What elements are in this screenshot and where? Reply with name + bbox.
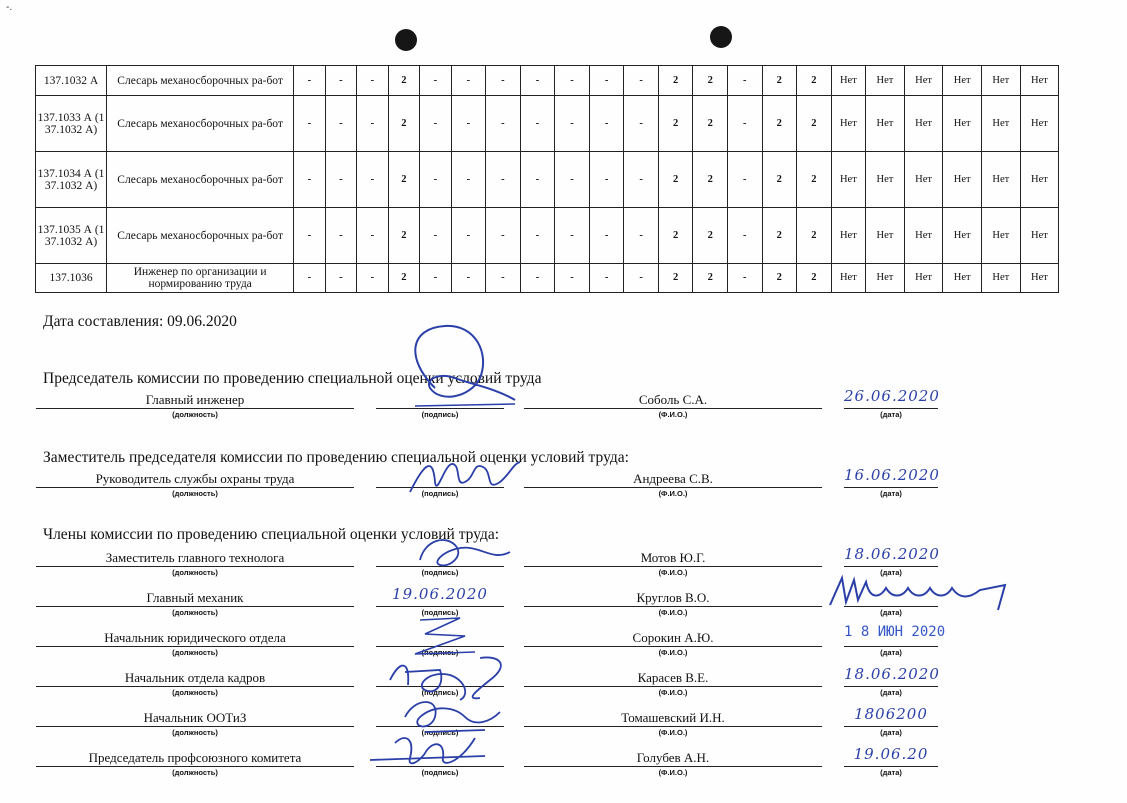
- field-caption: (дата): [880, 489, 902, 498]
- table-cell: -: [294, 96, 326, 152]
- table-cell: -: [294, 208, 326, 264]
- fio-text: Голубев А.Н.: [636, 750, 710, 765]
- field-caption: (подпись): [421, 648, 459, 657]
- field-caption: (дата): [880, 568, 902, 577]
- date-field: [844, 545, 940, 578]
- underline: [844, 646, 938, 647]
- table-cell: 2: [693, 264, 728, 293]
- fio-field: [524, 550, 822, 578]
- date-field: [844, 745, 938, 778]
- table-row: [36, 264, 1098, 293]
- fio-field: [524, 630, 822, 658]
- table-cell: 2: [797, 208, 832, 264]
- position-text: Председатель профсоюзного комитета: [88, 750, 302, 765]
- underline: [376, 766, 504, 767]
- table-cell: 2: [388, 66, 420, 96]
- table-cell: 2: [693, 152, 728, 208]
- field-caption: (подпись): [421, 728, 459, 737]
- field-caption: (должность): [172, 768, 218, 777]
- table-cell: -: [357, 264, 389, 293]
- underline: [376, 646, 504, 647]
- fio-text: Андреева С.В.: [633, 471, 713, 486]
- table-cell: 2: [762, 264, 797, 293]
- handwritten-date: 19.06.20: [853, 745, 929, 763]
- table-cell: -: [555, 96, 590, 152]
- underline: [844, 487, 938, 488]
- table-cell: -: [486, 264, 521, 293]
- row-job-title: Слесарь механосборочных ра-бот: [107, 96, 294, 152]
- field-caption: (должность): [172, 489, 218, 498]
- punch-hole-right: [710, 26, 732, 48]
- row-code: 137.1033 А (137.1032 А): [36, 96, 107, 152]
- row-job-title: Слесарь механосборочных ра-бот: [107, 152, 294, 208]
- table-cell: Нет: [831, 66, 866, 96]
- table-cell: Нет: [831, 96, 866, 152]
- position-text: Руководитель службы охраны труда: [95, 471, 295, 486]
- table-cell: -: [420, 66, 452, 96]
- underline: [844, 766, 938, 767]
- table-cell: -: [589, 208, 624, 264]
- field-caption: (Ф.И.О.): [658, 489, 688, 498]
- deputy-section-title: Заместитель председателя комиссии по проведению специальной оценки условий труда:: [43, 449, 629, 466]
- table-cell: Нет: [943, 152, 982, 208]
- field-caption: (должность): [172, 728, 218, 737]
- date-compiled: Дата составления: 09.06.2020: [43, 313, 237, 330]
- table-cell: -: [589, 96, 624, 152]
- fio-text: Мотов Ю.Г.: [640, 550, 706, 565]
- table-cell: 2: [762, 208, 797, 264]
- table-cell: -: [727, 208, 762, 264]
- underline: [376, 606, 504, 607]
- row-code: 137.1032 А: [36, 66, 107, 96]
- table-cell: -: [451, 96, 486, 152]
- table-cell: -: [555, 264, 590, 293]
- handwritten-date: 26.06.2020: [844, 387, 940, 405]
- table-cell: -: [420, 152, 452, 208]
- field-caption: (дата): [880, 648, 902, 657]
- row-job-title: Инженер по организации и нормированию труда: [107, 264, 294, 293]
- field-caption: (Ф.И.О.): [658, 768, 688, 777]
- underline: [36, 766, 354, 767]
- table-cell: 2: [388, 96, 420, 152]
- table-cell: -: [420, 208, 452, 264]
- position-text: Главный инженер: [145, 392, 245, 407]
- chair-section-title: Председатель комиссии по проведению специальной оценки условий труда: [43, 370, 542, 387]
- table-cell: 2: [797, 66, 832, 96]
- table-cell: -: [727, 264, 762, 293]
- field-caption: (Ф.И.О.): [658, 728, 688, 737]
- position-text: Начальник отдела кадров: [124, 670, 266, 685]
- signature-field: [376, 750, 504, 778]
- date-stamp: 1 8 ИЮН 2020: [844, 624, 946, 640]
- underline: [524, 487, 822, 488]
- table-cell: Нет: [982, 96, 1021, 152]
- table-cell: Нет: [943, 96, 982, 152]
- field-caption: (должность): [172, 410, 218, 419]
- handwritten-date: 19.06.2020: [392, 585, 488, 603]
- table-cell: 2: [658, 66, 693, 96]
- table-cell: 2: [693, 96, 728, 152]
- table-cell: 2: [762, 66, 797, 96]
- handwritten-date: 18.06.2020: [844, 665, 940, 683]
- underline: [844, 726, 938, 727]
- underline: [524, 766, 822, 767]
- field-caption: (дата): [880, 688, 902, 697]
- underline: [844, 606, 938, 607]
- table-cell: -: [520, 152, 555, 208]
- table-cell: -: [451, 264, 486, 293]
- table-cell: Нет: [831, 264, 866, 293]
- table-cell: 2: [658, 264, 693, 293]
- table-cell: -: [555, 152, 590, 208]
- table-cell: 2: [762, 96, 797, 152]
- field-caption: (Ф.И.О.): [658, 648, 688, 657]
- table-cell: -: [325, 66, 357, 96]
- table-cell: Нет: [866, 66, 905, 96]
- field-caption: (должность): [172, 608, 218, 617]
- fio-field: [524, 750, 822, 778]
- field-caption: (подпись): [421, 608, 459, 617]
- table-cell: -: [451, 66, 486, 96]
- underline: [524, 686, 822, 687]
- table-cell: 2: [658, 208, 693, 264]
- fio-text: Карасев В.Е.: [637, 670, 709, 685]
- corner-mark: -.: [6, 2, 13, 13]
- table-cell: -: [624, 208, 659, 264]
- underline: [376, 487, 504, 488]
- position-field: [36, 710, 354, 738]
- table-cell: -: [589, 264, 624, 293]
- table-cell: 2: [388, 152, 420, 208]
- assessment-table: [35, 65, 1098, 293]
- table-cell: Нет: [831, 208, 866, 264]
- row-code: 137.1035 А (137.1032 А): [36, 208, 107, 264]
- table-cell: -: [727, 66, 762, 96]
- handwritten-date: 18.06.2020: [844, 545, 940, 563]
- position-text: Главный механик: [146, 590, 244, 605]
- fio-field: [524, 590, 822, 618]
- table-cell: 2: [388, 264, 420, 293]
- field-caption: (должность): [172, 568, 218, 577]
- table-cell: Нет: [982, 264, 1021, 293]
- row-job-title: Слесарь механосборочных ра-бот: [107, 208, 294, 264]
- table-cell: Нет: [904, 96, 943, 152]
- table-cell: -: [486, 96, 521, 152]
- position-text: Начальник юридического отдела: [104, 630, 286, 645]
- fio-text: Сорокин А.Ю.: [632, 630, 714, 645]
- underline: [844, 566, 938, 567]
- fio-field: [524, 392, 822, 420]
- fio-field: [524, 471, 822, 499]
- table-row: [36, 66, 1098, 96]
- table-cell: 2: [658, 96, 693, 152]
- table-cell: -: [325, 96, 357, 152]
- field-caption: (дата): [880, 728, 902, 737]
- signature-field: [376, 630, 504, 658]
- field-caption: (Ф.И.О.): [658, 568, 688, 577]
- date-field: [844, 705, 938, 738]
- underline: [36, 408, 354, 409]
- field-caption: (должность): [172, 648, 218, 657]
- table-cell: -: [520, 208, 555, 264]
- fio-field: [524, 670, 822, 698]
- field-caption: (дата): [880, 410, 902, 419]
- table-cell: -: [420, 96, 452, 152]
- table-cell: 2: [693, 208, 728, 264]
- underline: [36, 606, 354, 607]
- row-job-title: Слесарь механосборочных ра-бот: [107, 66, 294, 96]
- date-field: [844, 624, 946, 658]
- table-cell: -: [624, 66, 659, 96]
- underline: [376, 686, 504, 687]
- table-cell: Нет: [1020, 208, 1059, 264]
- table-cell: Нет: [943, 66, 982, 96]
- table-cell: -: [357, 66, 389, 96]
- table-cell: -: [294, 152, 326, 208]
- table-cell: Нет: [904, 152, 943, 208]
- table-cell: Нет: [866, 152, 905, 208]
- field-caption: (Ф.И.О.): [658, 688, 688, 697]
- date-field: [844, 665, 940, 698]
- table-cell: Нет: [943, 264, 982, 293]
- underline: [36, 487, 354, 488]
- underline: [524, 606, 822, 607]
- table-cell: Нет: [982, 208, 1021, 264]
- underline: [36, 646, 354, 647]
- underline: [376, 726, 504, 727]
- table-cell: -: [520, 96, 555, 152]
- field-caption: (подпись): [421, 568, 459, 577]
- table-cell: -: [486, 66, 521, 96]
- table-cell: -: [486, 208, 521, 264]
- table-cell: -: [325, 208, 357, 264]
- table-cell: Нет: [904, 264, 943, 293]
- table-cell: -: [294, 264, 326, 293]
- table-cell: Нет: [831, 152, 866, 208]
- underline: [376, 408, 504, 409]
- signature-field: [376, 585, 504, 618]
- field-caption: (подпись): [421, 768, 459, 777]
- table-cell: Нет: [1020, 264, 1059, 293]
- table-cell: Нет: [904, 208, 943, 264]
- table-cell: Нет: [1020, 66, 1059, 96]
- table-row: [36, 152, 1098, 208]
- table-cell: -: [555, 66, 590, 96]
- table-cell: -: [624, 264, 659, 293]
- table-cell: -: [451, 152, 486, 208]
- underline: [844, 408, 938, 409]
- table-cell: Нет: [866, 264, 905, 293]
- fio-field: [524, 710, 822, 738]
- underline: [524, 646, 822, 647]
- table-cell: -: [357, 152, 389, 208]
- table-cell: -: [451, 208, 486, 264]
- table-cell: Нет: [1020, 96, 1059, 152]
- table-cell: 2: [388, 208, 420, 264]
- position-field: [36, 550, 354, 578]
- signature-field: [376, 471, 504, 499]
- table-cell: Нет: [982, 152, 1021, 208]
- table-cell: -: [486, 152, 521, 208]
- date-field: [844, 590, 938, 618]
- table-cell: Нет: [904, 66, 943, 96]
- date-field: [844, 387, 940, 420]
- field-caption: (дата): [880, 608, 902, 617]
- row-code: 137.1034 А (137.1032 А): [36, 152, 107, 208]
- date-field: [844, 466, 940, 499]
- table-cell: -: [520, 264, 555, 293]
- underline: [36, 566, 354, 567]
- field-caption: (подпись): [421, 410, 459, 419]
- underline: [36, 686, 354, 687]
- field-caption: (должность): [172, 688, 218, 697]
- punch-hole-left: [395, 29, 417, 51]
- fio-text: Круглов В.О.: [636, 590, 710, 605]
- position-field: [36, 590, 354, 618]
- fio-text: Соболь С.А.: [638, 392, 708, 407]
- table-cell: -: [555, 208, 590, 264]
- field-caption: (дата): [880, 768, 902, 777]
- field-caption: (Ф.И.О.): [658, 410, 688, 419]
- table-cell: 2: [797, 264, 832, 293]
- table-cell: 2: [693, 66, 728, 96]
- members-section-title: Члены комиссии по проведению специальной оценки условий труда:: [43, 526, 500, 543]
- position-field: [36, 392, 354, 420]
- underline: [524, 566, 822, 567]
- field-caption: (подпись): [421, 489, 459, 498]
- underline: [844, 686, 938, 687]
- field-caption: (подпись): [421, 688, 459, 697]
- underline: [524, 408, 822, 409]
- table-cell: Нет: [1020, 152, 1059, 208]
- table-cell: 2: [797, 96, 832, 152]
- table-cell: -: [294, 66, 326, 96]
- handwritten-date: 1806200: [854, 705, 928, 723]
- table-cell: -: [420, 264, 452, 293]
- signature-field: [376, 550, 504, 578]
- table-cell: -: [727, 152, 762, 208]
- table-cell: -: [325, 152, 357, 208]
- table-cell: -: [520, 66, 555, 96]
- table-cell: -: [624, 152, 659, 208]
- table-row: [36, 208, 1098, 264]
- table-cell: -: [325, 264, 357, 293]
- table-row: [36, 96, 1098, 152]
- table-cell: -: [357, 96, 389, 152]
- table-cell: -: [357, 208, 389, 264]
- handwritten-date: 16.06.2020: [844, 466, 940, 484]
- table-cell: Нет: [982, 66, 1021, 96]
- position-text: Начальник ООТиЗ: [143, 710, 247, 725]
- position-text: Заместитель главного технолога: [105, 550, 285, 565]
- table-cell: Нет: [866, 208, 905, 264]
- table-cell: 2: [658, 152, 693, 208]
- signature-field: [376, 670, 504, 698]
- table-cell: Нет: [866, 96, 905, 152]
- fio-text: Томашевский И.Н.: [621, 710, 725, 725]
- signature-field: [376, 392, 504, 420]
- field-caption: (Ф.И.О.): [658, 608, 688, 617]
- position-field: [36, 630, 354, 658]
- underline: [376, 566, 504, 567]
- position-field: [36, 670, 354, 698]
- position-field: [36, 471, 354, 499]
- table-cell: 2: [797, 152, 832, 208]
- signature-field: [376, 710, 504, 738]
- position-field: [36, 750, 354, 778]
- table-cell: Нет: [943, 208, 982, 264]
- row-code: 137.1036: [36, 264, 107, 293]
- table-cell: -: [589, 66, 624, 96]
- underline: [36, 726, 354, 727]
- table-cell: -: [624, 96, 659, 152]
- table-cell: 2: [762, 152, 797, 208]
- underline: [524, 726, 822, 727]
- table-cell: -: [589, 152, 624, 208]
- table-cell: -: [727, 96, 762, 152]
